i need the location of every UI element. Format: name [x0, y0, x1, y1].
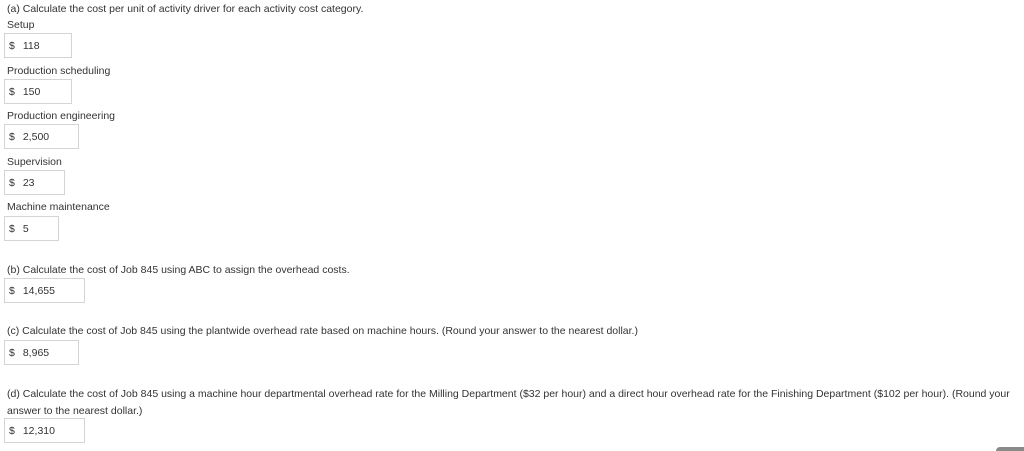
currency-symbol: $	[9, 222, 15, 235]
scroll-handle[interactable]	[996, 447, 1024, 451]
answer-value: 12,310	[22, 424, 55, 437]
production-engineering-answer-field[interactable]	[4, 124, 79, 149]
job-845-departmental-cost-field[interactable]	[4, 418, 85, 443]
currency-symbol: $	[9, 284, 15, 297]
answer-value: 2,500	[22, 130, 50, 143]
label-machine-maintenance: Machine maintenance	[7, 201, 110, 213]
answer-value: 14,655	[22, 284, 55, 297]
answer-value: 150	[22, 85, 41, 98]
answer-value: 118	[22, 39, 40, 52]
job-845-plantwide-cost-field[interactable]	[4, 340, 79, 365]
currency-symbol: $	[9, 39, 15, 52]
setup-answer-field[interactable]	[4, 33, 72, 58]
currency-symbol: $	[9, 424, 15, 437]
question-c: (c) Calculate the cost of Job 845 using the plantwide overhead rate based on machine hours. (Round your answer to the nearest dollar.)	[7, 325, 638, 337]
question-b: (b) Calculate the cost of Job 845 using ABC to assign the overhead costs.	[7, 264, 350, 276]
machine-maintenance-answer-field[interactable]	[4, 216, 59, 241]
production-scheduling-answer-field[interactable]	[4, 79, 72, 104]
currency-symbol: $	[9, 130, 15, 143]
label-setup: Setup	[7, 19, 35, 31]
label-production-scheduling: Production scheduling	[7, 65, 111, 77]
supervision-answer-field[interactable]	[4, 170, 65, 195]
answer-value: 23	[22, 176, 35, 189]
currency-symbol: $	[9, 85, 15, 98]
answer-value: 5	[22, 222, 29, 235]
job-845-abc-cost-field[interactable]	[4, 278, 85, 303]
question-a: (a) Calculate the cost per unit of activity driver for each activity cost category.	[7, 3, 364, 15]
currency-symbol: $	[9, 176, 15, 189]
answer-value: 8,965	[22, 346, 50, 359]
question-d: (d) Calculate the cost of Job 845 using a machine hour departmental overhead rate for the Milling Department ($32 per hour) and a direct hour overhead rate for the Finishing Department ($102 per hour). (Round your answer to the nearest dollar.)	[7, 388, 1010, 417]
label-production-engineering: Production engineering	[7, 110, 115, 122]
currency-symbol: $	[9, 346, 15, 359]
label-supervision: Supervision	[7, 156, 62, 168]
